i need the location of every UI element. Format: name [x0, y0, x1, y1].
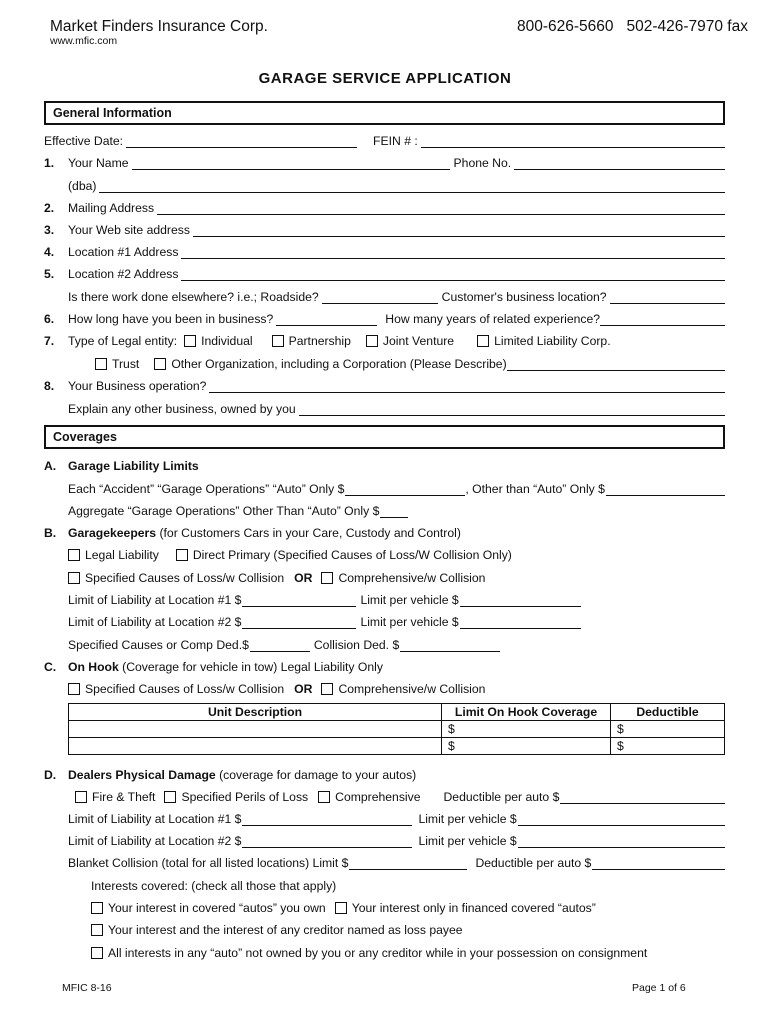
item-number: 1. — [44, 156, 55, 170]
deductible-header: Deductible — [611, 704, 725, 721]
location1-field[interactable] — [181, 246, 725, 259]
comprehensive-label: Comprehensive — [335, 790, 421, 804]
mailing-address-field[interactable] — [157, 202, 725, 215]
website-field[interactable] — [193, 224, 725, 237]
section-letter: B. — [44, 526, 57, 540]
years-in-business-row — [44, 308, 725, 326]
phone-no-field[interactable] — [514, 157, 725, 170]
dba-label: (dba) — [68, 179, 97, 193]
interest-owned-label: Your interest in covered “autos” you own — [108, 901, 326, 915]
fire-theft-checkbox[interactable] — [75, 791, 87, 803]
or-label: OR — [294, 571, 313, 585]
item-number: 6. — [44, 312, 55, 326]
legal-entity-row — [44, 330, 725, 348]
section-c-row — [44, 656, 725, 674]
item-number: 4. — [44, 245, 55, 259]
unit-description-cell[interactable] — [69, 738, 442, 755]
aggregate-row — [44, 500, 725, 518]
company-name: Market Finders Insurance Corp. — [50, 18, 268, 35]
fax-number: 502-426-7970 fax — [626, 18, 748, 35]
trust-label: Trust — [112, 357, 140, 371]
interest-financed-label: Your interest only in financed covered “autos” — [351, 901, 596, 915]
related-experience-label: How many years of related experience? — [385, 312, 601, 326]
blanket-deductible-field[interactable] — [592, 857, 725, 870]
limit-cell[interactable]: $ — [442, 721, 611, 738]
joint-venture-label: Joint Venture — [382, 334, 455, 348]
effective-date-field[interactable] — [126, 135, 357, 148]
d-perils-row — [44, 786, 725, 804]
on-hook-specified-causes-checkbox[interactable] — [68, 683, 80, 695]
location2-field[interactable] — [181, 268, 725, 281]
item-number: 8. — [44, 379, 55, 393]
mailing-address-label: Mailing Address — [68, 201, 155, 215]
your-name-row — [44, 152, 725, 170]
other-organization-field[interactable] — [507, 358, 725, 371]
location2-row — [44, 263, 725, 281]
location1-label: Location #1 Address — [68, 245, 179, 259]
spec-comp-ded-label: Specified Causes or Comp Ded.$ — [68, 638, 249, 652]
section-b-row — [44, 522, 725, 540]
item-number: 5. — [44, 267, 55, 281]
legal-liability-checkbox[interactable] — [68, 549, 80, 561]
collision-ded-label: Collision Ded. $ — [313, 638, 400, 652]
deductible-cell[interactable]: $ — [611, 721, 725, 738]
table-row — [69, 721, 725, 738]
on-hook-units-table — [68, 703, 725, 755]
direct-primary-label: Direct Primary (Specified Causes of Loss/W Collision Only) — [192, 548, 512, 562]
garage-liability-title: Garage Liability Limits — [68, 459, 199, 473]
limit-location1-label: Limit of Liability at Location #1 $ — [68, 593, 242, 607]
website-row — [44, 219, 725, 237]
item-number: 2. — [44, 201, 55, 215]
limit-cell[interactable]: $ — [442, 738, 611, 755]
interest-financed-checkbox[interactable] — [335, 902, 347, 914]
on-hook-title — [68, 660, 386, 674]
partnership-checkbox[interactable] — [272, 335, 284, 347]
dealers-physical-damage-title — [68, 768, 419, 782]
other-business-field[interactable] — [299, 403, 725, 416]
limit-location2-field[interactable] — [242, 616, 356, 629]
other-business-row — [44, 398, 725, 416]
interest-loss-payee-label: Your interest and the interest of any creditor named as loss payee — [108, 923, 463, 937]
page-number: Page 1 of 6 — [632, 982, 686, 994]
joint-venture-checkbox[interactable] — [366, 335, 378, 347]
unit-description-cell[interactable] — [69, 721, 442, 738]
b-cause-of-loss-row — [44, 567, 725, 585]
partnership-label: Partnership — [288, 334, 351, 348]
general-information-header — [44, 101, 725, 125]
direct-primary-checkbox[interactable] — [176, 549, 188, 561]
specified-causes-label: Specified Causes of Loss/w Collision — [85, 682, 285, 696]
d-limit-location2-field[interactable] — [242, 835, 412, 848]
limit-per-vehicle-label: Limit per vehicle $ — [360, 615, 459, 629]
location1-row — [44, 241, 725, 259]
specified-causes-label: Specified Causes of Loss/w Collision — [85, 571, 285, 585]
comprehensive-collision-checkbox[interactable] — [321, 572, 333, 584]
effective-date-label: Effective Date: — [44, 134, 124, 148]
years-in-business-label: How long have you been in business? — [68, 312, 274, 326]
unit-description-header: Unit Description — [69, 704, 442, 721]
other-business-label: Explain any other business, owned by you — [68, 402, 296, 416]
table-row — [69, 738, 725, 755]
item-number: 3. — [44, 223, 55, 237]
b-limit-location2-row — [44, 611, 725, 629]
on-hook-description: (Coverage for vehicle in tow) Legal Liability Only — [118, 660, 383, 674]
d-limit-location1-field[interactable] — [242, 813, 412, 826]
section-title: General Information — [53, 106, 172, 120]
table-header-row — [69, 704, 725, 721]
on-hook-comprehensive-checkbox[interactable] — [321, 683, 333, 695]
legal-liability-row — [44, 544, 725, 562]
blanket-collision-field[interactable] — [349, 857, 467, 870]
dealers-physical-damage-description: (coverage for damage to your autos) — [215, 768, 417, 782]
each-accident-label: Each “Accident” “Garage Operations” “Auto” Only $ — [68, 482, 345, 496]
legal-liability-label: Legal Liability — [85, 548, 159, 562]
company-phones — [517, 18, 748, 36]
interest2-row — [44, 919, 725, 937]
llc-label: Limited Liability Corp. — [494, 334, 611, 348]
years-in-business-field[interactable] — [276, 313, 377, 326]
aggregate-field[interactable] — [380, 505, 408, 518]
llc-checkbox[interactable] — [477, 335, 489, 347]
fire-theft-label: Fire & Theft — [92, 790, 156, 804]
limit-per-vehicle-label: Limit per vehicle $ — [360, 593, 459, 607]
section-letter: C. — [44, 660, 57, 674]
garagekeepers-title — [68, 526, 464, 540]
limit-per-vehicle2-field[interactable] — [460, 616, 581, 629]
form-id: MFIC 8-16 — [62, 982, 112, 994]
fein-label: FEIN # : — [373, 134, 418, 148]
customer-location-label: Customer's business location? — [441, 290, 607, 304]
deductible-per-auto-field[interactable] — [560, 791, 725, 804]
limit-on-hook-header: Limit On Hook Coverage — [442, 704, 611, 721]
your-name-label: Your Name — [68, 156, 129, 170]
related-experience-field[interactable] — [600, 313, 725, 326]
comprehensive-collision-label: Comprehensive/w Collision — [338, 682, 486, 696]
interest-consignment-checkbox[interactable] — [91, 947, 103, 959]
work-elsewhere-row — [44, 286, 725, 304]
d-limit-location2-label: Limit of Liability at Location #2 $ — [68, 834, 242, 848]
each-accident-field[interactable] — [345, 483, 465, 496]
limit-per-vehicle1-field[interactable] — [460, 594, 581, 607]
dba-field[interactable] — [99, 180, 725, 193]
aggregate-label: Aggregate “Garage Operations” Other Than “Auto” Only $ — [68, 504, 380, 518]
d-limit-per-vehicle2-field[interactable] — [518, 835, 725, 848]
garagekeepers-heading: Garagekeepers — [68, 526, 157, 540]
section-title: Coverages — [53, 430, 117, 444]
section-letter: D. — [44, 768, 57, 782]
interest-consignment-label: All interests in any “auto” not owned by you or any creditor while in your possession on consignment — [108, 946, 648, 960]
interest-loss-payee-checkbox[interactable] — [91, 924, 103, 936]
d-limit-location1-row — [44, 808, 725, 826]
item-number: 7. — [44, 334, 55, 348]
garagekeepers-description: (for Customers Cars in your Care, Custody and Control) — [156, 526, 461, 540]
deductibles-row — [44, 634, 725, 652]
d-limit-per-vehicle-label: Limit per vehicle $ — [418, 812, 517, 826]
website-label: Your Web site address — [68, 223, 190, 237]
trust-checkbox[interactable] — [95, 358, 107, 370]
fein-field[interactable] — [421, 135, 725, 148]
mailing-address-row — [44, 197, 725, 215]
collision-ded-field[interactable] — [400, 639, 500, 652]
blanket-collision-row — [44, 852, 725, 870]
d-limit-per-vehicle1-field[interactable] — [518, 813, 725, 826]
d-limit-location1-label: Limit of Liability at Location #1 $ — [68, 812, 242, 826]
limit-location1-field[interactable] — [242, 594, 356, 607]
work-elsewhere-field[interactable] — [322, 291, 438, 304]
phone-no-label: Phone No. — [453, 156, 512, 170]
blanket-deductible-label: Deductible per auto $ — [475, 856, 592, 870]
trust-row — [44, 353, 725, 371]
section-d-row — [44, 764, 725, 782]
interests-label: Interests covered: (check all those that apply) — [91, 879, 337, 893]
d-limit-location2-row — [44, 830, 725, 848]
section-a-row — [44, 455, 725, 473]
effective-date-row — [44, 130, 725, 148]
interest3-row — [44, 942, 725, 960]
section-letter: A. — [44, 459, 57, 473]
blanket-collision-label: Blanket Collision (total for all listed locations) Limit $ — [68, 856, 349, 870]
or-label: OR — [294, 682, 313, 696]
your-name-field[interactable] — [132, 157, 450, 170]
other-than-auto-field[interactable] — [606, 483, 725, 496]
phone-number: 800-626-5660 — [517, 18, 614, 35]
dealers-physical-damage-heading: Dealers Physical Damage — [68, 768, 216, 782]
page-title: GARAGE SERVICE APPLICATION — [258, 70, 512, 87]
interest-owned-checkbox[interactable] — [91, 902, 103, 914]
spec-comp-ded-field[interactable] — [250, 639, 310, 652]
individual-label: Individual — [201, 334, 253, 348]
dba-row — [44, 175, 725, 193]
on-hook-heading: On Hook — [68, 660, 119, 674]
specified-causes-checkbox[interactable] — [68, 572, 80, 584]
other-than-auto-label: , Other than “Auto” Only $ — [465, 482, 605, 496]
business-operation-row — [44, 375, 725, 393]
specified-perils-checkbox[interactable] — [164, 791, 176, 803]
d-limit-per-vehicle-label: Limit per vehicle $ — [418, 834, 517, 848]
interest1-row — [44, 897, 725, 915]
coverages-header — [44, 425, 725, 449]
company-website: www.mfic.com — [50, 35, 118, 47]
limit-location2-label: Limit of Liability at Location #2 $ — [68, 615, 242, 629]
business-operation-label: Your Business operation? — [68, 379, 207, 393]
comprehensive-checkbox[interactable] — [318, 791, 330, 803]
work-elsewhere-label: Is there work done elsewhere? i.e.; Roadside? — [68, 290, 319, 304]
each-accident-row — [44, 478, 725, 496]
other-organization-checkbox[interactable] — [154, 358, 166, 370]
individual-checkbox[interactable] — [184, 335, 196, 347]
legal-entity-label: Type of Legal entity: — [68, 334, 178, 348]
deductible-per-auto-label: Deductible per auto $ — [443, 790, 560, 804]
customer-location-field[interactable] — [610, 291, 725, 304]
location2-label: Location #2 Address — [68, 267, 179, 281]
b-limit-location1-row — [44, 589, 725, 607]
comprehensive-collision-label: Comprehensive/w Collision — [338, 571, 486, 585]
c-cause-of-loss-row — [44, 678, 725, 696]
other-organization-label: Other Organization, including a Corporation (Please Describe) — [171, 357, 507, 371]
interests-row — [44, 875, 725, 893]
deductible-cell[interactable]: $ — [611, 738, 725, 755]
specified-perils-label: Specified Perils of Loss — [181, 790, 309, 804]
business-operation-field[interactable] — [209, 380, 725, 393]
